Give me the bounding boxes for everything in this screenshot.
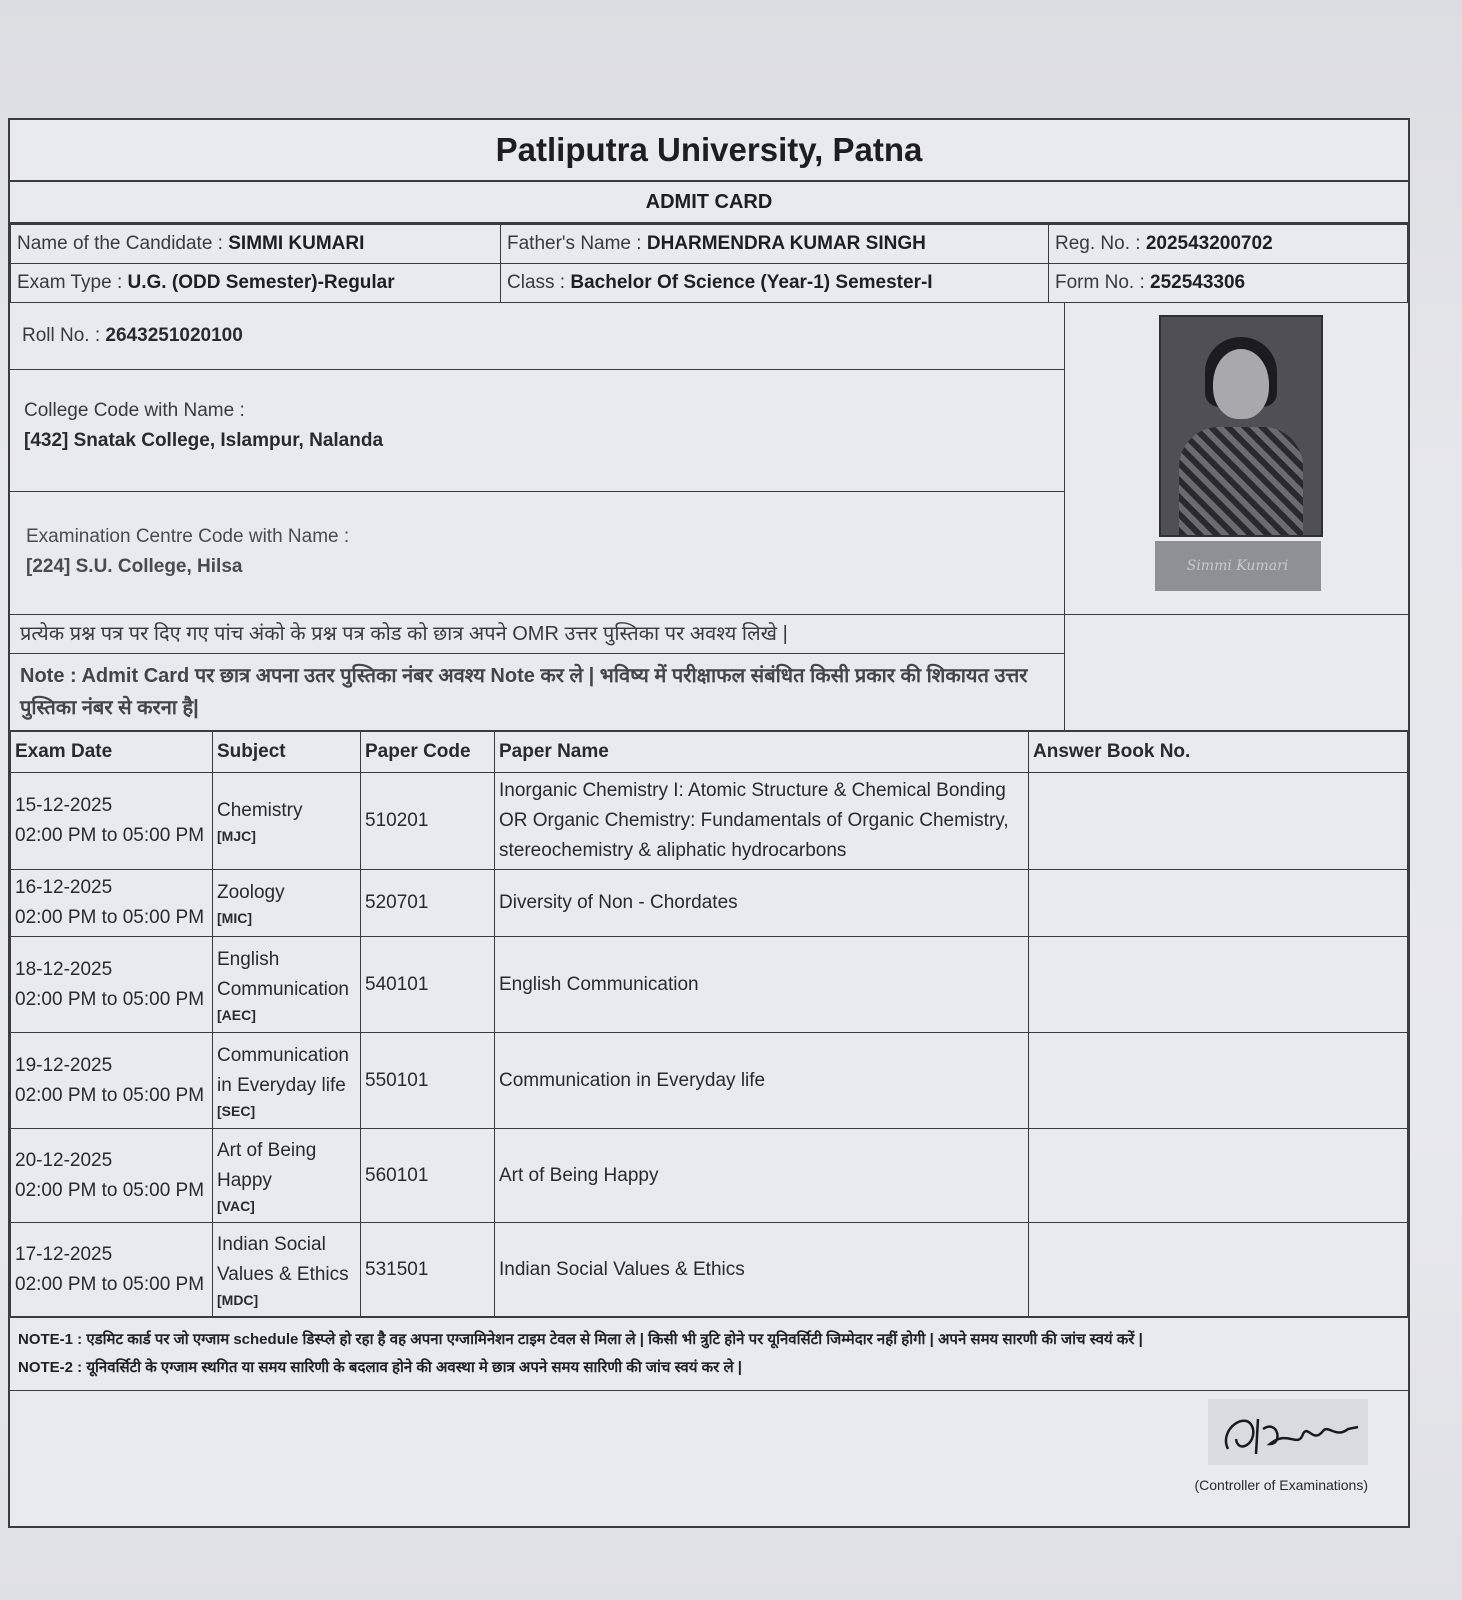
exam-date: 18-12-2025	[15, 958, 113, 980]
candidate-photo	[1151, 309, 1323, 609]
exam-type-cell	[11, 264, 501, 303]
footer-notes	[10, 1317, 1408, 1391]
paper-name: English Communication	[495, 937, 1029, 1033]
photo-cell	[1065, 303, 1408, 614]
candidate-name-label: Name of the Candidate :	[17, 233, 229, 254]
answer-book-no	[1029, 937, 1408, 1033]
paper-code: 520701	[361, 870, 495, 937]
exam-date-cell	[11, 1129, 213, 1223]
form-no: 252543306	[1150, 272, 1246, 293]
reg-no-label: Reg. No. :	[1055, 233, 1146, 254]
centre-name: [224] S.U. College, Hilsa	[26, 556, 243, 577]
details-photo-block	[10, 303, 1408, 615]
reg-no: 202543200702	[1145, 233, 1273, 254]
father-name: DHARMENDRA KUMAR SINGH	[646, 233, 926, 254]
header-paper-name: Paper Name	[495, 732, 1029, 773]
subject-cell	[213, 773, 361, 870]
answer-book-no	[1029, 1033, 1408, 1129]
instructions-block	[10, 615, 1408, 731]
exam-date-cell	[11, 773, 213, 870]
instructions-blank-cell	[1065, 615, 1408, 730]
roll-no-row	[10, 303, 1064, 370]
exam-time: 02:00 PM to 05:00 PM	[15, 1084, 205, 1106]
paper-code: 550101	[361, 1033, 495, 1129]
exam-time: 02:00 PM to 05:00 PM	[15, 907, 205, 928]
note-2: NOTE-2 : यूनिवर्सिटी के एग्जाम स्थगित या समय सारिणी के बदलाव होने की अवस्था मे छात्र अपने समय सारिणी की जांच स्वयं कर ले |	[18, 1359, 742, 1376]
roll-no-label: Roll No. :	[22, 325, 101, 346]
subject-cell	[213, 937, 361, 1033]
exam-date: 16-12-2025	[15, 877, 113, 898]
exam-date: 15-12-2025	[15, 795, 113, 816]
answer-book-no	[1029, 773, 1408, 870]
candidate-name: SIMMI KUMARI	[228, 233, 365, 254]
schedule-header-row	[11, 732, 1408, 773]
note-1: NOTE-1 : एडमिट कार्ड पर जो एग्जाम schedule डिस्प्ले हो रहा है वह अपना एग्जामिनेशन टाइम टेवल से मिला ले | किसी भी त्रुटि होने पर यूनिवर्सिटी जिम्मेदार नहीं होगी | अपने समय सारणी की जांच स्वयं करें |	[18, 1331, 1143, 1348]
exam-type: U.G. (ODD Semester)-Regular	[127, 272, 395, 293]
details-block	[10, 303, 1065, 614]
table-row	[11, 870, 1408, 937]
subject-name: Indian Social Values & Ethics	[217, 1233, 349, 1285]
table-row	[11, 1223, 1408, 1317]
exam-time: 02:00 PM to 05:00 PM	[15, 988, 205, 1010]
form-no-cell	[1049, 264, 1408, 303]
form-no-label: Form No. :	[1055, 272, 1151, 293]
class-cell	[501, 264, 1049, 303]
subject-tag: [MIC]	[217, 910, 252, 926]
centre-label: Examination Centre Code with Name :	[26, 526, 350, 547]
reg-no-cell	[1049, 225, 1408, 264]
subject-cell	[213, 1033, 361, 1129]
father-name-label: Father's Name :	[507, 233, 647, 254]
exam-date-cell	[11, 937, 213, 1033]
paper-code: 540101	[361, 937, 495, 1033]
photo-face-shape	[1213, 349, 1269, 419]
subject-cell	[213, 1223, 361, 1317]
subject-name: Art of Being Happy	[217, 1139, 317, 1191]
exam-date: 19-12-2025	[15, 1054, 113, 1076]
omr-instruction: प्रत्येक प्रश्न पत्र पर दिए गए पांच अंको के प्रश्न पत्र कोड को छात्र अपने OMR उत्तर पुस्तिका पर अवश्य लिखे |	[10, 615, 1064, 654]
photo-frame	[1159, 315, 1323, 537]
header-paper-code: Paper Code	[361, 732, 495, 773]
father-name-cell	[501, 225, 1049, 264]
paper-code: 560101	[361, 1129, 495, 1223]
exam-time: 02:00 PM to 05:00 PM	[15, 1179, 205, 1201]
subject-tag: [SEC]	[217, 1102, 256, 1119]
subject-tag: [VAC]	[217, 1197, 255, 1214]
admit-card	[8, 118, 1410, 1528]
centre-block	[10, 492, 1064, 614]
paper-name: Inorganic Chemistry I: Atomic Structure & Chemical Bonding OR Organic Chemistry: Fundamentals of Organic Chemistry, stereochemistry & aliphatic hydrocarbons	[495, 773, 1029, 870]
table-row	[11, 1129, 1408, 1223]
exam-schedule-table	[10, 731, 1408, 1317]
subject-name: Communication in Everyday life	[217, 1044, 349, 1096]
table-row	[11, 773, 1408, 870]
header-exam-date: Exam Date	[11, 732, 213, 773]
subject-name: Zoology	[217, 882, 285, 903]
exam-date-cell	[11, 1223, 213, 1317]
table-row	[11, 937, 1408, 1033]
answer-book-no	[1029, 870, 1408, 937]
photo-body-shape	[1179, 427, 1303, 535]
exam-date-cell	[11, 1033, 213, 1129]
class-value: Bachelor Of Science (Year-1) Semester-I	[570, 272, 933, 293]
exam-date-cell	[11, 870, 213, 937]
subject-name: Chemistry	[217, 800, 303, 821]
exam-date: 20-12-2025	[15, 1149, 113, 1171]
signature-area	[10, 1391, 1408, 1521]
paper-name: Art of Being Happy	[495, 1129, 1029, 1223]
class-label: Class :	[507, 272, 571, 293]
roll-no: 2643251020100	[105, 325, 243, 346]
candidate-signature: Simmi Kumari	[1155, 541, 1321, 591]
paper-name: Diversity of Non - Chordates	[495, 870, 1029, 937]
exam-date: 17-12-2025	[15, 1243, 113, 1265]
paper-code: 531501	[361, 1223, 495, 1317]
answer-book-no	[1029, 1129, 1408, 1223]
subject-cell	[213, 870, 361, 937]
subject-name: English Communication	[217, 948, 349, 1000]
college-block	[10, 370, 1064, 492]
exam-time: 02:00 PM to 05:00 PM	[15, 825, 205, 846]
paper-name: Communication in Everyday life	[495, 1033, 1029, 1129]
university-title: Patliputra University, Patna	[10, 120, 1408, 182]
subject-tag: [MDC]	[217, 1291, 259, 1308]
paper-name: Indian Social Values & Ethics	[495, 1223, 1029, 1317]
college-name: [432] Snatak College, Islampur, Nalanda	[24, 430, 384, 451]
table-row	[11, 1033, 1408, 1129]
candidate-name-cell	[11, 225, 501, 264]
admit-card-heading: ADMIT CARD	[10, 182, 1408, 224]
college-label: College Code with Name :	[24, 400, 245, 421]
header-subject: Subject	[213, 732, 361, 773]
answer-book-note: Note : Admit Card पर छात्र अपना उतर पुस्तिका नंबर अवश्य Note कर ले | भविष्य में परीक्षाफल संबंधित किसी प्रकार की शिकायत उत्तर पुस्तिका नंबर से करना है|	[20, 665, 1028, 719]
controller-label: (Controller of Examinations)	[1194, 1477, 1368, 1493]
candidate-info-table	[10, 224, 1408, 303]
signature-scribble	[1208, 1399, 1368, 1465]
exam-type-label: Exam Type :	[17, 272, 128, 293]
subject-tag: [AEC]	[217, 1006, 256, 1023]
header-answer-book: Answer Book No.	[1029, 732, 1408, 773]
controller-signature	[1208, 1399, 1368, 1465]
answer-book-no	[1029, 1223, 1408, 1317]
subject-cell	[213, 1129, 361, 1223]
instructions-text	[10, 615, 1065, 730]
exam-time: 02:00 PM to 05:00 PM	[15, 1273, 205, 1295]
subject-tag: [MJC]	[217, 828, 256, 844]
paper-code: 510201	[361, 773, 495, 870]
